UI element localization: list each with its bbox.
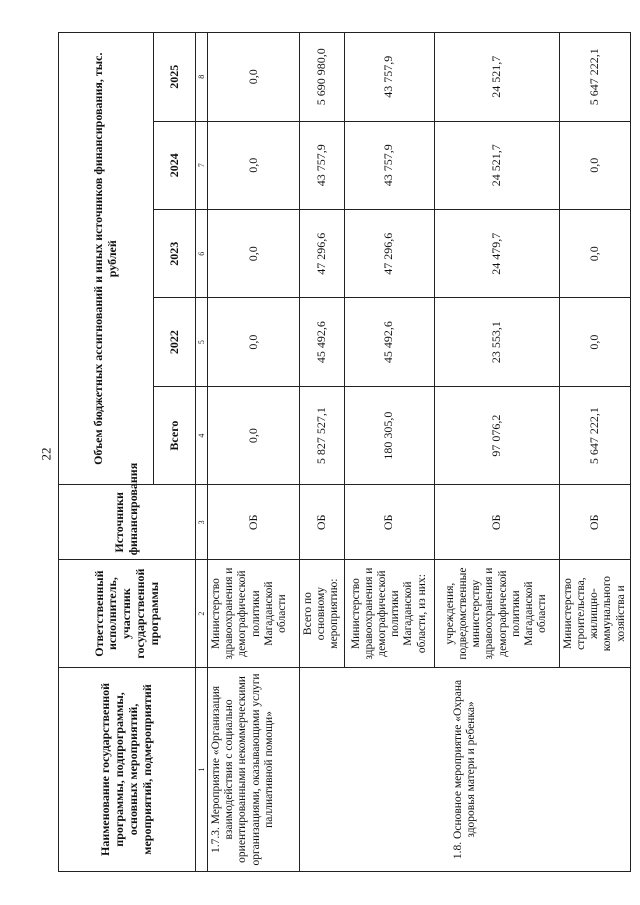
value-2025: 43 757,9 bbox=[344, 33, 434, 122]
row-name: 1.7.3. Мероприятие «Организация взаимодействия с социально ориентированными некоммерческими организациями, оказывающими услуги паллиативной помощи» bbox=[208, 667, 300, 871]
column-number: 2 bbox=[196, 560, 208, 668]
column-number: 5 bbox=[196, 298, 208, 386]
header-volume: Объем бюджетных ассигнований и иных источников финансирования, тыс. рублей bbox=[59, 33, 154, 485]
header-year-2025: 2025 bbox=[154, 33, 196, 122]
column-number: 4 bbox=[196, 386, 208, 485]
row-responsible: Всего по основному мероприятию: bbox=[300, 560, 345, 668]
value-total: 180 305,0 bbox=[344, 386, 434, 485]
row-source: ОБ bbox=[344, 485, 434, 560]
value-total: 0,0 bbox=[208, 386, 300, 485]
row-source: ОБ bbox=[300, 485, 345, 560]
value-2023: 47 296,6 bbox=[344, 209, 434, 297]
column-number: 1 bbox=[196, 667, 208, 871]
row-name: 1.8. Основное мероприятие «Охрана здоровья матери и ребенка» bbox=[300, 667, 631, 871]
value-2025: 5 647 222,1 bbox=[559, 33, 630, 122]
column-number: 7 bbox=[196, 121, 208, 209]
value-2022: 45 492,6 bbox=[344, 298, 434, 386]
value-2025: 5 690 980,0 bbox=[300, 33, 345, 122]
page-number: 22 bbox=[38, 447, 54, 461]
row-source: ОБ bbox=[208, 485, 300, 560]
value-2022: 23 553,1 bbox=[434, 298, 559, 386]
value-2022: 45 492,6 bbox=[300, 298, 345, 386]
value-2023: 24 479,7 bbox=[434, 209, 559, 297]
header-year-total: Всего bbox=[154, 386, 196, 485]
value-2022: 0,0 bbox=[559, 298, 630, 386]
value-2024: 43 757,9 bbox=[344, 121, 434, 209]
value-2025: 0,0 bbox=[208, 33, 300, 122]
row-source: ОБ bbox=[559, 485, 630, 560]
column-number: 3 bbox=[196, 485, 208, 560]
value-2023: 47 296,6 bbox=[300, 209, 345, 297]
rotated-page bbox=[58, 32, 627, 872]
header-year-2024: 2024 bbox=[154, 121, 196, 209]
header-year-2023: 2023 bbox=[154, 209, 196, 297]
value-2024: 24 521,7 bbox=[434, 121, 559, 209]
header-responsible: Ответственный исполнитель, участник государственной программы bbox=[59, 560, 196, 668]
column-number: 8 bbox=[196, 33, 208, 122]
value-2022: 0,0 bbox=[208, 298, 300, 386]
row-responsible: Министерство здравоохранения и демографической политики Магаданской области bbox=[208, 560, 300, 668]
row-source: ОБ bbox=[434, 485, 559, 560]
value-2024: 0,0 bbox=[559, 121, 630, 209]
value-total: 97 076,2 bbox=[434, 386, 559, 485]
value-2023: 0,0 bbox=[559, 209, 630, 297]
header-year-2022: 2022 bbox=[154, 298, 196, 386]
header-source: Источники финансирования bbox=[59, 485, 196, 560]
value-2023: 0,0 bbox=[208, 209, 300, 297]
value-total: 5 827 527,1 bbox=[300, 386, 345, 485]
header-name: Наименование государственной программы, подпрограммы, основных мероприятий, мероприятий, подмероприятий bbox=[59, 667, 196, 871]
row-responsible: Министерство строительства, жилищно-коммунального хозяйства и bbox=[559, 560, 630, 668]
column-number: 6 bbox=[196, 209, 208, 297]
row-responsible: учреждения, подведомственные министерству здравоохранения и демографической политики Магаданской области bbox=[434, 560, 559, 668]
row-responsible: Министерство здравоохранения и демографической политики Магаданской области, из них: bbox=[344, 560, 434, 668]
value-2025: 24 521,7 bbox=[434, 33, 559, 122]
budget-table bbox=[58, 32, 631, 872]
value-total: 5 647 222,1 bbox=[559, 386, 630, 485]
value-2024: 0,0 bbox=[208, 121, 300, 209]
value-2024: 43 757,9 bbox=[300, 121, 345, 209]
